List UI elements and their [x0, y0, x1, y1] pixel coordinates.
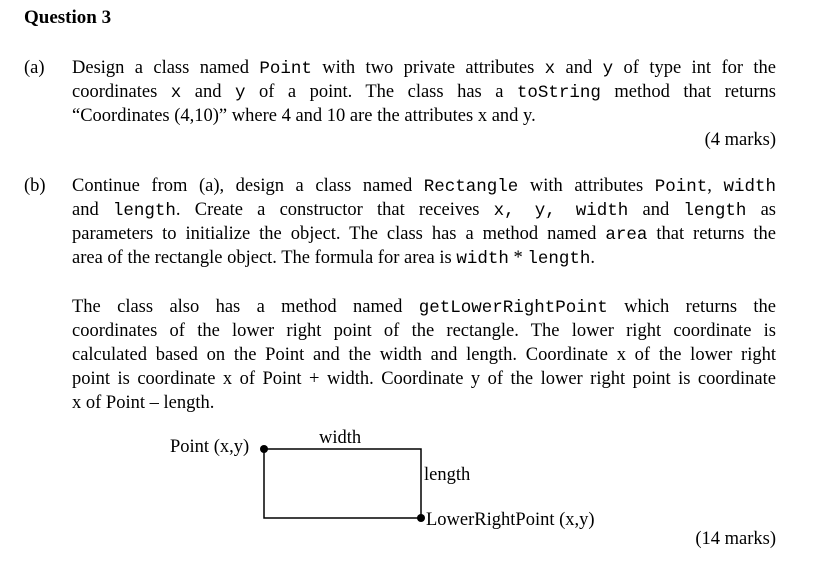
text-span: of type int for the [613, 58, 776, 78]
text-span: method that returns [600, 82, 776, 102]
bottom-right-point [417, 514, 425, 522]
text-span: “Coordinates (4,10)” where 4 and 10 are the attributes x and y. [72, 106, 536, 126]
text-span: point is coordinate x of Point + width. Coordinate y of the lower right point is coordinate [72, 369, 776, 389]
code-span: width [456, 249, 509, 269]
text-span: that returns the [647, 224, 777, 244]
code-span: x [170, 83, 182, 103]
text-span: x of Point – length. [72, 393, 215, 413]
question-title: Question 3 [24, 7, 112, 28]
text-span: of a point. The class has a [245, 82, 517, 102]
text-span: which returns the [607, 297, 776, 317]
code-span: area [605, 225, 648, 245]
length-label: length [424, 465, 471, 485]
text-span: Design a class named [72, 58, 260, 78]
code-span: length [683, 201, 747, 221]
lower-right-point-label: LowerRightPoint (x,y) [426, 510, 595, 530]
text-span: coordinates of the lower right point of the rectangle. The lower right coordinate is [72, 321, 776, 341]
text-span: parameters to initialize the object. The class has a method named [72, 224, 606, 244]
part-b-label: (b) [24, 176, 46, 196]
code-span: y [602, 59, 614, 79]
text-span: with attributes [518, 176, 655, 196]
width-label: width [319, 428, 362, 448]
text-span: Continue from (a), design a class named [72, 176, 424, 196]
text-span: calculated based on the Point and the width and length. Coordinate x of the lower right [72, 345, 776, 365]
text-span: . [590, 248, 596, 268]
code-span: Point [259, 59, 312, 79]
code-span: width [723, 177, 776, 197]
text-span: and [181, 82, 235, 102]
text-span: coordinates [72, 82, 171, 102]
text-span: The class also has a method named [72, 297, 419, 317]
text-span: , [707, 176, 724, 196]
text-span: . Create a constructor that receives [175, 200, 494, 220]
point-label: Point (x,y) [170, 437, 250, 457]
text-span: and [628, 200, 684, 220]
code-span: y [234, 83, 246, 103]
text-span: as [746, 200, 776, 220]
text-span: area of the rectangle object. The formula for area is [72, 248, 457, 268]
code-span: length [112, 201, 176, 221]
code-span: getLowerRightPoint [418, 298, 608, 318]
text-span: * [508, 248, 528, 268]
text-span: with two private attributes [311, 58, 545, 78]
code-span: Rectangle [423, 177, 519, 197]
code-span: Point [654, 177, 708, 197]
code-span: x, y, width [493, 201, 629, 221]
code-span: length [527, 249, 591, 269]
code-span: x [544, 59, 556, 79]
part-b-marks: (14 marks) [695, 529, 776, 549]
text-span: and [555, 58, 603, 78]
code-span: toString [516, 83, 601, 103]
text-span: and [72, 200, 113, 220]
part-a-label: (a) [24, 58, 45, 78]
top-left-point [260, 445, 268, 453]
part-a-marks: (4 marks) [704, 130, 776, 150]
rectangle-shape [264, 449, 421, 518]
